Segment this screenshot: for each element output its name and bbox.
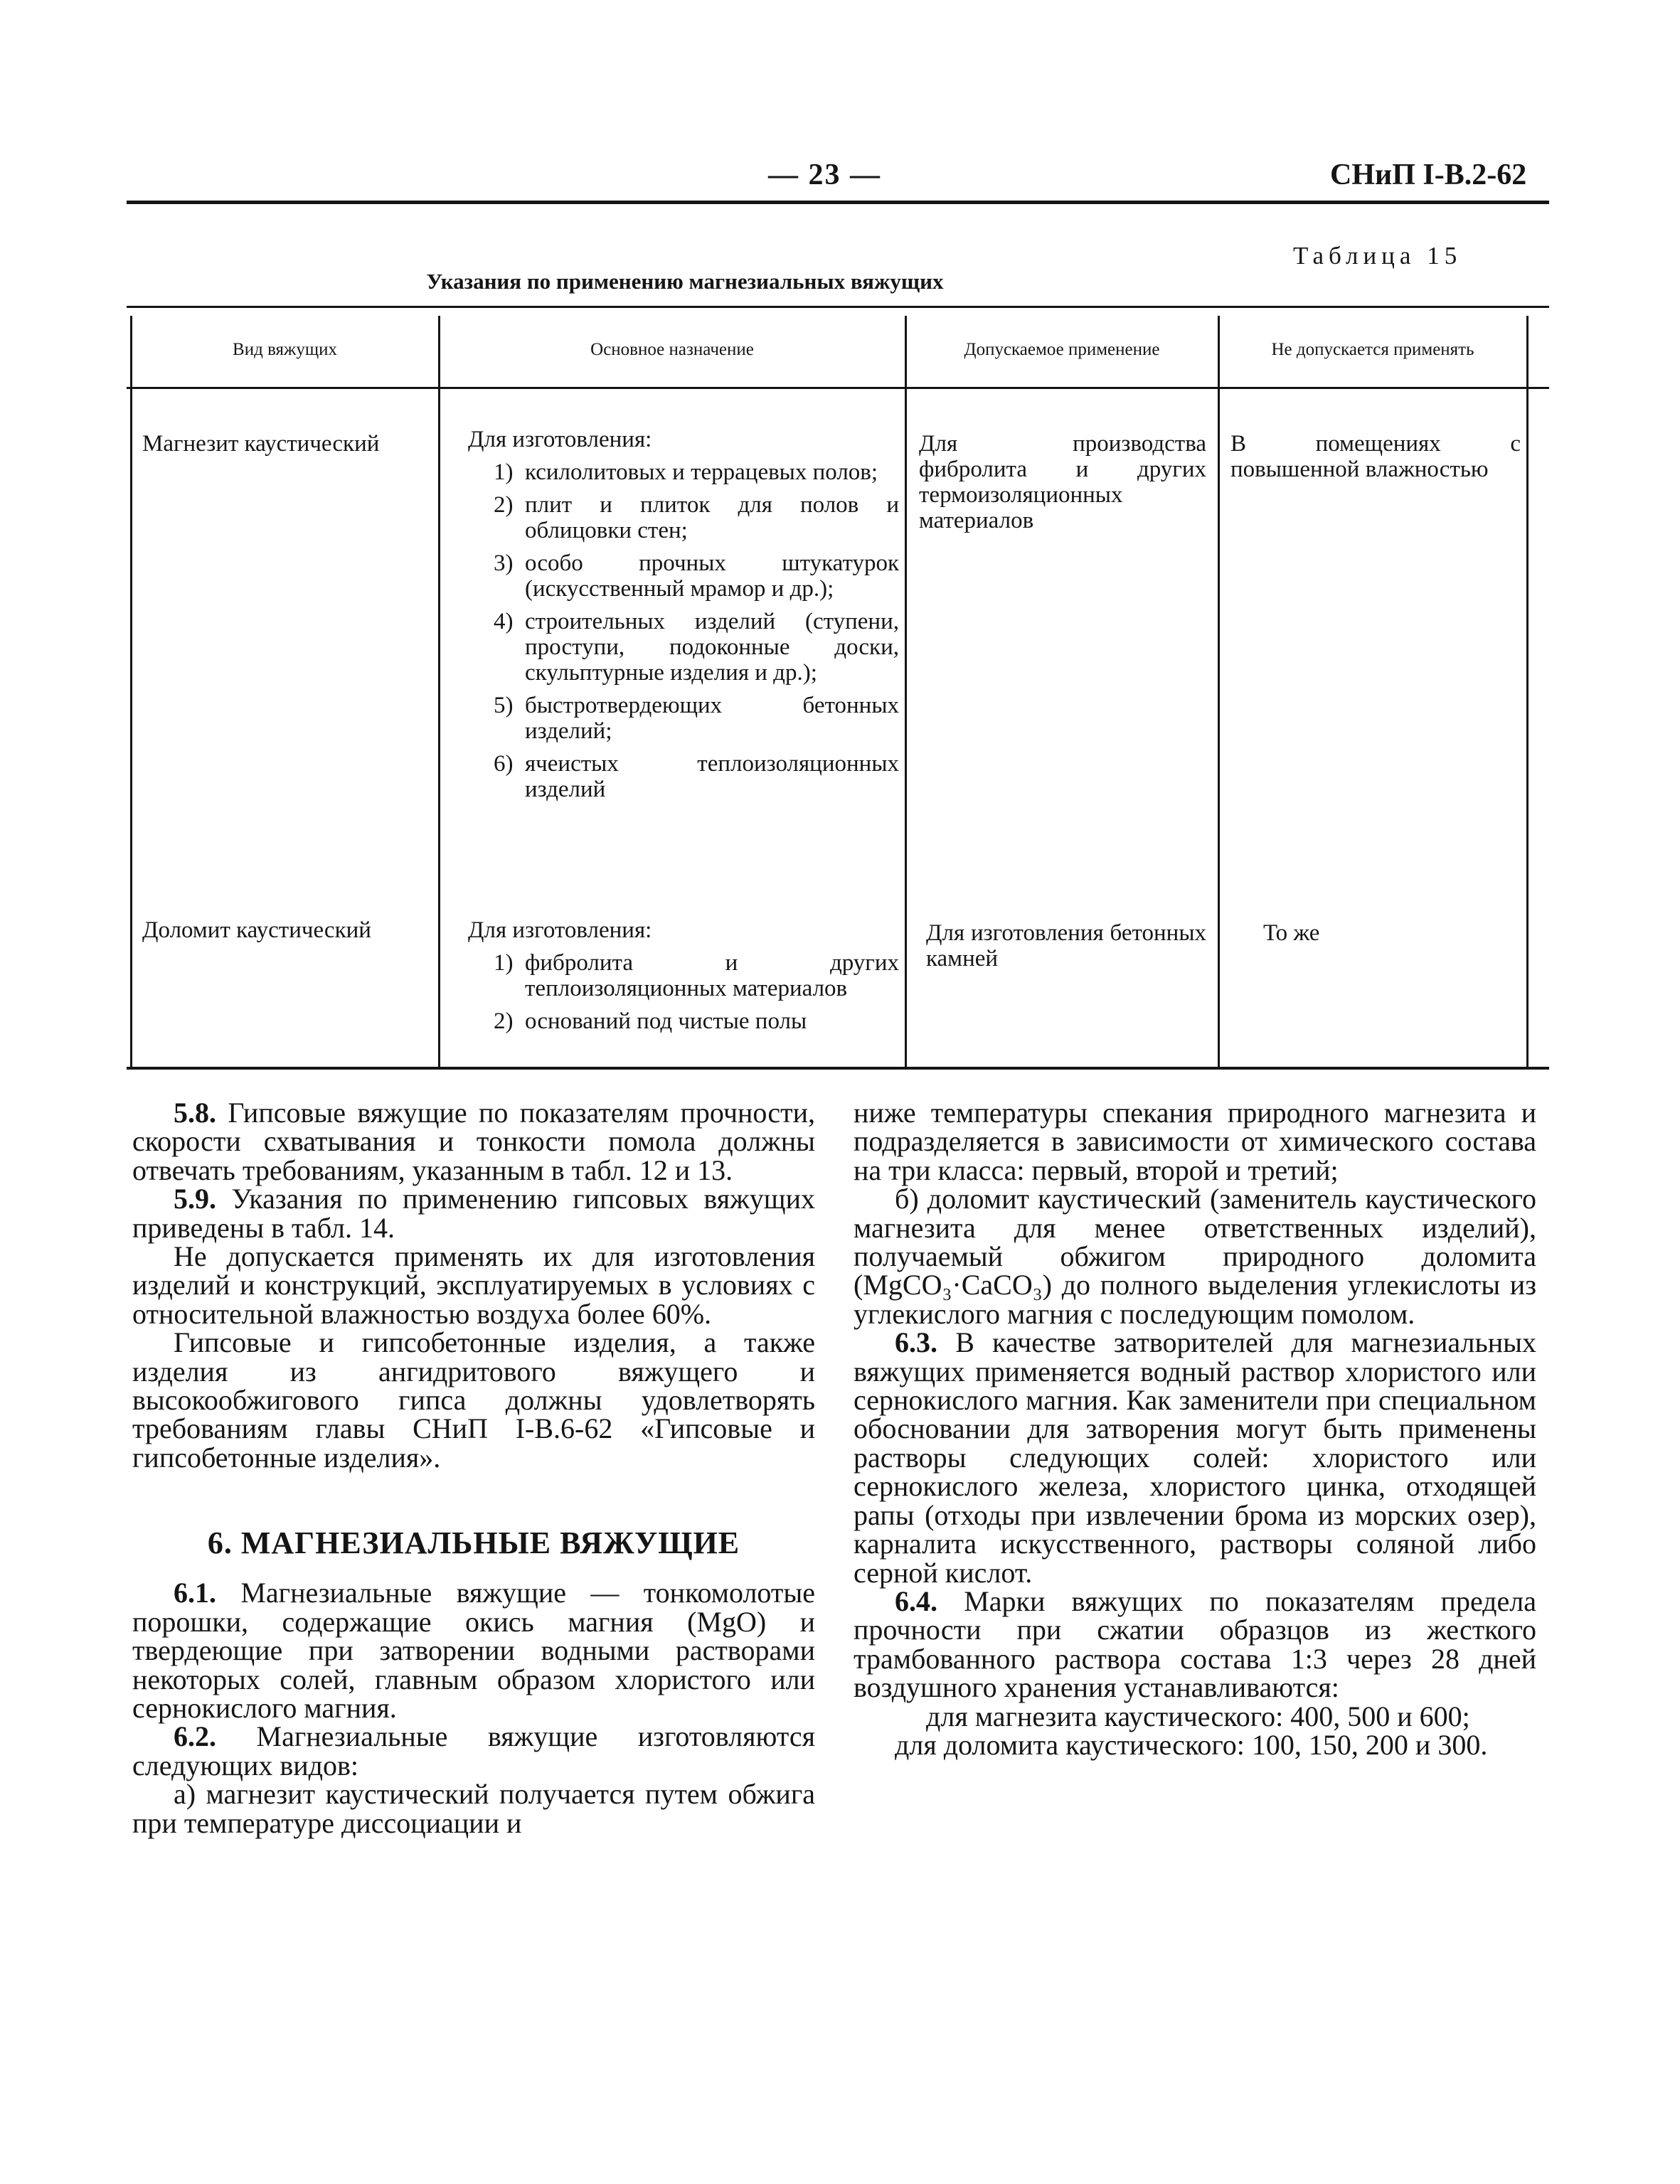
- column-header-prohibited-use: Не допускается применять: [1271, 340, 1474, 359]
- paragraph: ниже температуры спекания природного магнезита и подразделяется в зависимости от химического состава на три класса: первый, второй и третий;: [854, 1097, 1536, 1186]
- right-text-column: [854, 1099, 1536, 1759]
- table-border-right: [1526, 316, 1529, 1067]
- list-item: 1) фибролита и других теплоизоляционных материалов: [494, 950, 899, 1001]
- purpose-list: [494, 459, 899, 802]
- table-row-magnesite-purpose: [468, 427, 899, 802]
- table-row-dolomite-allowed: Для изготовления бетонных камней: [926, 920, 1206, 971]
- document-code: СНиП I-В.2-62: [1330, 159, 1527, 191]
- column-header-main-purpose: Основное назначение: [590, 340, 754, 359]
- purpose-intro: Для изготовления:: [468, 917, 652, 943]
- table-header-rule: [127, 387, 1549, 389]
- table-row-dolomite-prohibited: То же: [1263, 920, 1320, 946]
- column-header-allowed-use: Допускаемое применение: [964, 340, 1160, 359]
- table-row-dolomite-purpose: [468, 917, 899, 1034]
- list-item: 4) строительных изделий (ступени, проступи, подоконные доски, скульптурные изделия и др.);: [494, 609, 899, 686]
- table-title: Указания по применению магнезиальных вяжущих: [426, 269, 944, 294]
- table-border-left: [130, 316, 132, 1067]
- page-number: — 23 —: [768, 159, 881, 191]
- left-text-column: [132, 1099, 815, 1838]
- column-header-binder-type: Вид вяжущих: [233, 340, 337, 359]
- paragraph: Не допускается применять их для изготовления изделий и конструкций, эксплуатируемых в условиях с относительной влажностью воздуха более 60%.: [132, 1240, 815, 1330]
- paragraph-6-4: 6.4. Марки вяжущих по показателям предела прочности при сжатии образцов из жесткого трамбованного раствора состава 1:3 через 28 дней воздушного хранения устанавливаются:: [854, 1584, 1537, 1704]
- paragraph-5-9: 5.9. Указания по применению гипсовых вяжущих приведены в табл. 14.: [132, 1183, 816, 1244]
- paragraph-6-1: 6.1. Магнезиальные вяжущие — тонкомолотые порошки, содержащие окись магния (MgO) и твердеющие при затворении водными растворами некоторых солей, главным образом хлористого или сернокислого магния.: [132, 1577, 816, 1724]
- table-divider-1: [438, 316, 440, 1067]
- table-row-magnesite-allowed: Для производства фибролита и других термоизоляционных материалов: [919, 431, 1206, 533]
- paragraph-6-2: 6.2. Магнезиальные вяжущие изготовляются следующих видов:: [132, 1720, 815, 1781]
- list-item: 6) ячеистых теплоизоляционных изделий: [494, 751, 899, 802]
- table-row-magnesite-prohibited: В помещениях с повышенной влажностью: [1230, 431, 1521, 482]
- header-rule: [127, 201, 1549, 204]
- purpose-list: [494, 950, 899, 1034]
- paragraph: а) магнезит каустический получается путем обжига при температуре диссоциации и: [132, 1778, 815, 1839]
- paragraph: для магнезита каустического: 400, 500 и 600;: [926, 1700, 1470, 1732]
- paragraph: для доломита каустического: 100, 150, 200 и 300.: [895, 1728, 1488, 1761]
- list-item: 3) особо прочных штукатурок (искусственный мрамор и др.);: [494, 550, 899, 602]
- table-divider-2: [905, 316, 907, 1067]
- table-row-magnesite-binder: Магнезит каустический: [142, 431, 380, 457]
- list-item: 1) ксилолитовых и террацевых полов;: [494, 459, 878, 485]
- table-row-dolomite-binder: Доломит каустический: [142, 917, 371, 943]
- paragraph-5-8: 5.8. Гипсовые вяжущие по показателям прочности, скорости схватывания и тонкости помола должны отвечать требованиям, указанным в табл. 12 и 13.: [132, 1097, 816, 1186]
- paragraph-6-3: 6.3. В качестве затворителей для магнезиальных вяжущих применяется водный раствор хлористого или сернокислого магния. Как заменители при специальном обосновании для затворения могут быть применены растворы следующих солей: хлористого или сернокислого железа, хлористого цинка, отходящей рапы (отходы при извлечении брома из морских озер), карналита искусственного, растворы соляной либо серной кислот.: [854, 1326, 1536, 1589]
- list-item: 2) оснований под чистые полы: [494, 1008, 807, 1034]
- table-bottom-rule: [127, 1067, 1549, 1070]
- section-heading: 6. МАГНЕЗИАЛЬНЫЕ ВЯЖУЩИЕ: [207, 1525, 740, 1561]
- paragraph: б) доломит каустический (заменитель каустического магнезита для менее ответственных изделий), получаемый обжигом природного доломита (MgCO₃·CaCO₃) до полного выделения углекислоты из углекислого магния с последующим помолом.: [854, 1183, 1536, 1330]
- purpose-intro: Для изготовления:: [468, 427, 652, 452]
- list-item: 2) плит и плиток для полов и облицовки стен;: [494, 492, 899, 543]
- list-item: 5) быстротвердеющих бетонных изделий;: [494, 693, 899, 744]
- table-top-rule: [127, 306, 1549, 308]
- paragraph: Гипсовые и гипсобетонные изделия, а также изделия из ангидритового вяжущего и высокообжигового гипса должны удовлетворять требованиям главы СНиП I-В.6-62 «Гипсовые и гипсобетонные изделия».: [132, 1326, 815, 1474]
- table-label: Таблица 15: [1293, 242, 1462, 270]
- table-divider-3: [1218, 316, 1220, 1067]
